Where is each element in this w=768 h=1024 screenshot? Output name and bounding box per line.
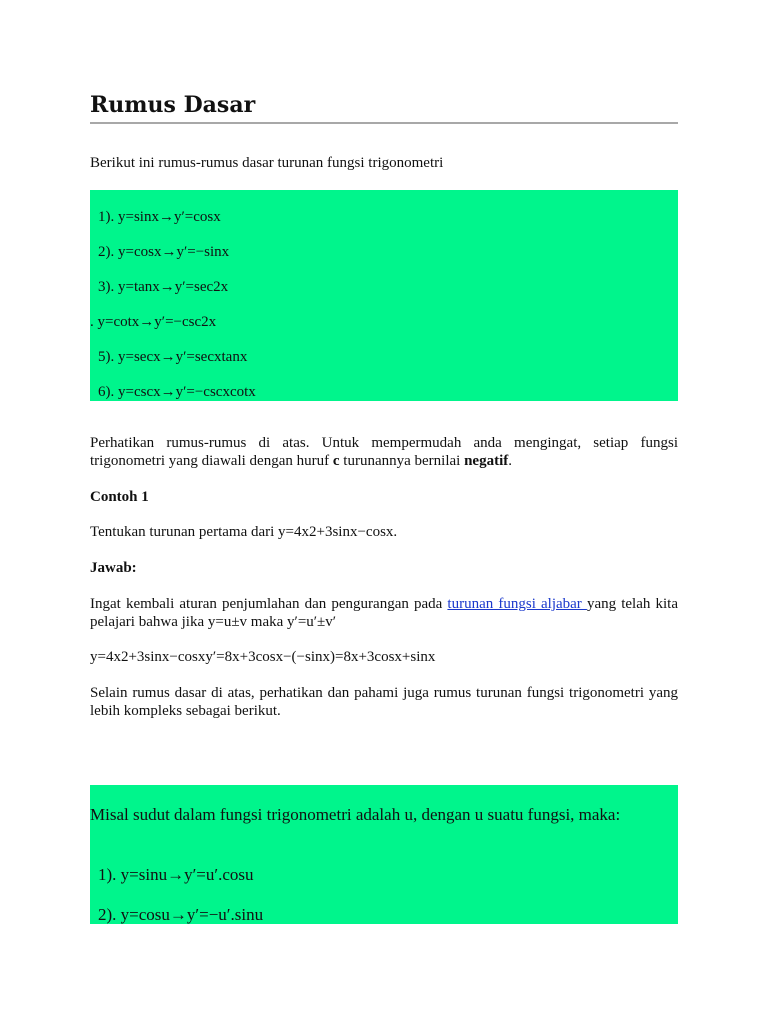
- note-emphasis-c: c: [332, 453, 340, 469]
- intro-text: Berikut ini rumus-rumus dasar turunan fungsi trigonometri: [90, 155, 444, 171]
- answer-text: Ingat kembali aturan penjumlahan dan pengurangan pada: [90, 596, 448, 612]
- formula-item: 2). y=cosu→y′=−u′.sinu: [98, 905, 264, 924]
- formula-item: . y=cotx→y′=−csc2x: [90, 314, 217, 330]
- note-text: .: [508, 453, 512, 469]
- closing-paragraph: Selain rumus dasar di atas, perhatikan dan pahami juga rumus turunan fungsi trigonometri yang lebih kompleks sebagai berikut.: [90, 685, 678, 719]
- turunan-fungsi-aljabar-link[interactable]: turunan fungsi aljabar: [447, 596, 587, 612]
- answer-result: y=4x2+3sinx−cosxy′=8x+3cosx−(−sinx)=8x+3cosx+sinx: [90, 649, 436, 665]
- formula-item: 1). y=sinu→y′=u′.cosu: [98, 865, 254, 884]
- example-heading: [90, 488, 678, 506]
- complex-intro-text: Misal sudut dalam fungsi trigonometri adalah u, dengan u suatu fungsi, maka:: [90, 805, 621, 824]
- answer-text: yang telah kita pelajari bahwa jika y=u±v maka y′=u′±v′: [90, 596, 678, 630]
- page-title: Rumus Dasar: [90, 90, 678, 124]
- answer-paragraph: [90, 595, 678, 631]
- formula-item: 2). y=cosx→y′=−sinx: [98, 244, 230, 260]
- basic-formulas-box: [90, 190, 678, 401]
- complex-formulas-box: [90, 785, 678, 924]
- answer-heading: [90, 559, 678, 577]
- note-paragraph: [90, 434, 678, 470]
- answer-heading-text: Jawab:: [90, 560, 137, 576]
- formula-item: 6). y=cscx→y′=−cscxcotx: [98, 384, 256, 400]
- note-text: turunannya bernilai: [339, 453, 465, 469]
- note-text: Perhatikan rumus-rumus di atas. Untuk mempermudah anda mengingat, setiap fungsi trigonometri yang diawali dengan huruf: [90, 435, 678, 469]
- example-question: Tentukan turunan pertama dari y=4x2+3sinx−cosx.: [90, 524, 398, 540]
- formula-item: 3). y=tanx→y′=sec2x: [98, 279, 229, 295]
- note-emphasis-negatif: negatif: [464, 453, 509, 469]
- formula-item: 5). y=secx→y′=secxtanx: [98, 349, 248, 365]
- formula-item: 1). y=sinx→y′=cosx: [98, 209, 221, 225]
- example-heading-text: Contoh 1: [90, 489, 149, 505]
